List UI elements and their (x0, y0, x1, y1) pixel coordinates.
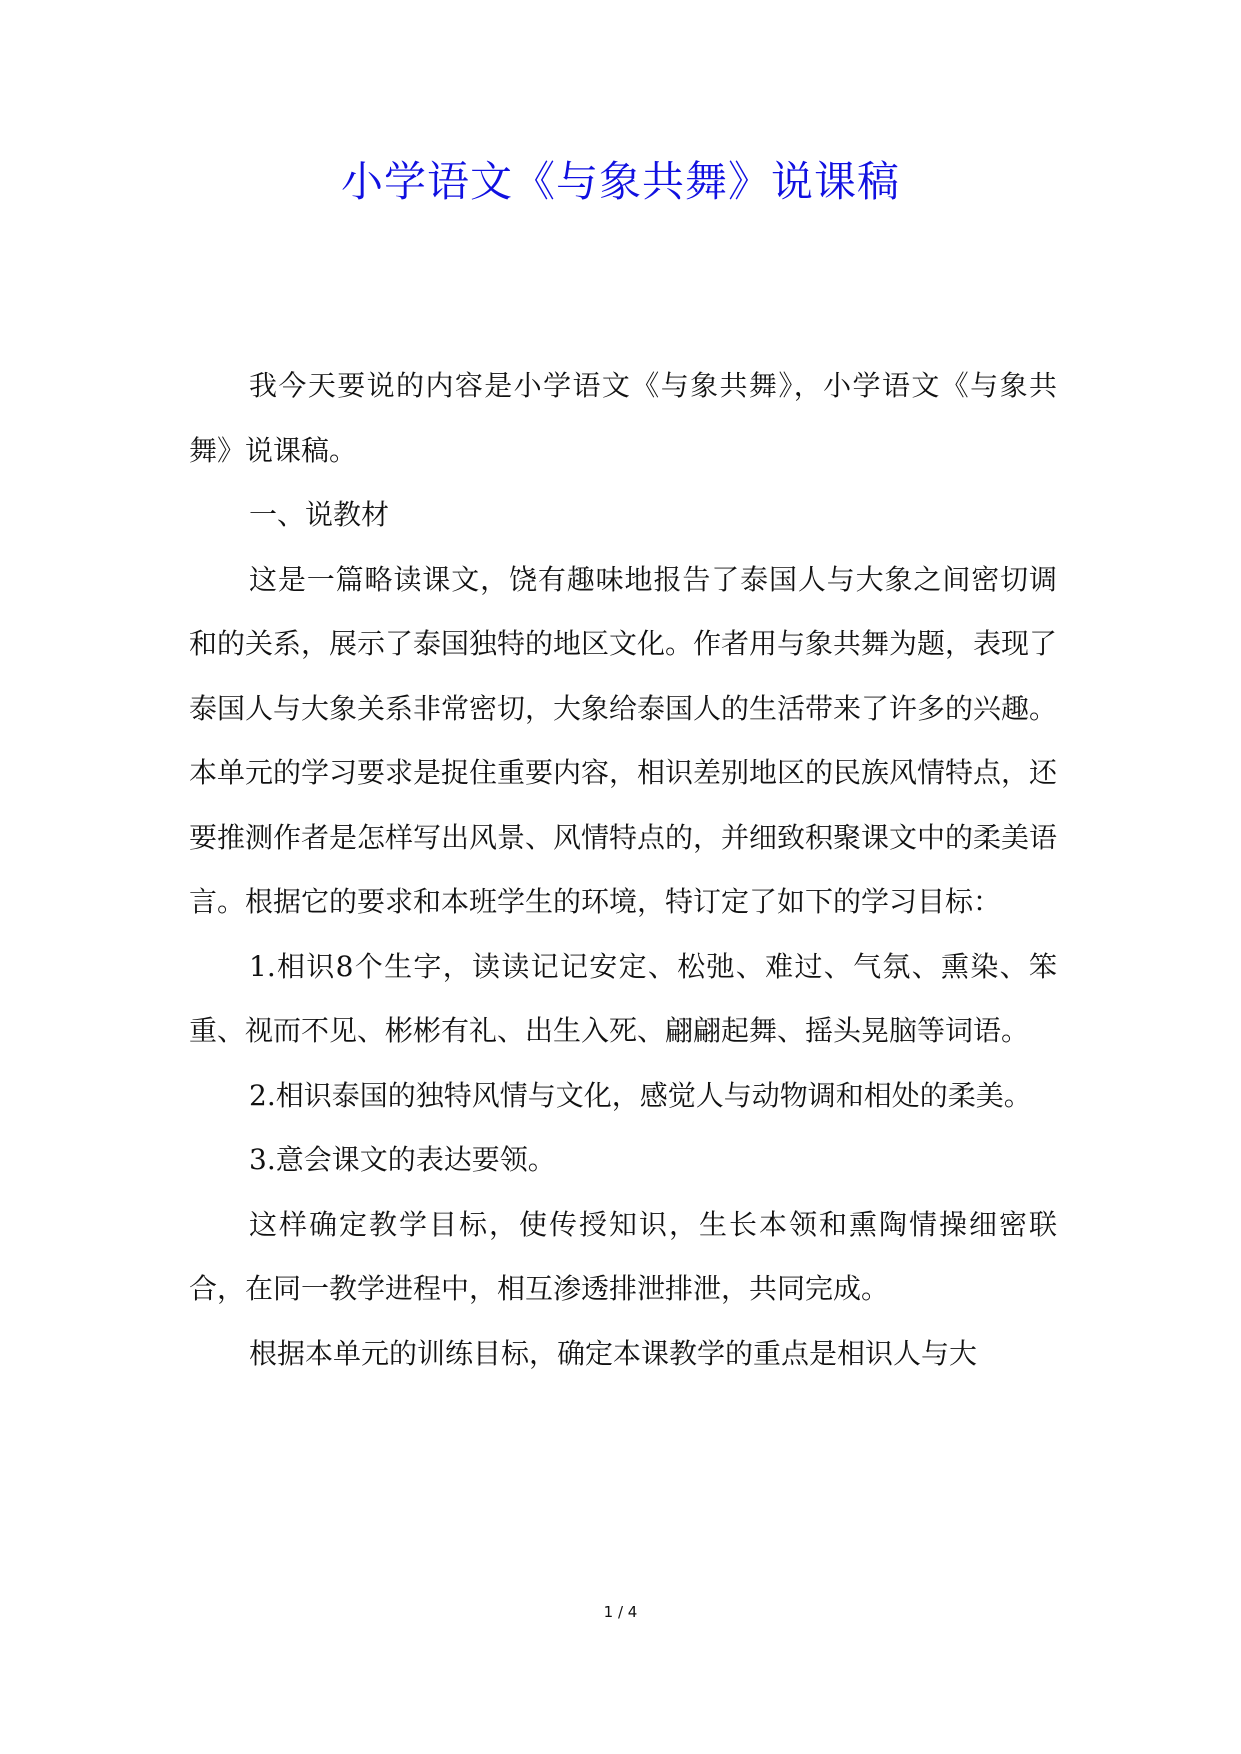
document-title: 小学语文《与象共舞》说课稿 (340, 157, 900, 206)
section-heading-textbook: 一、说教材 (249, 498, 390, 531)
paragraph-goal-2: 2.相识泰国的独特风情与文化，感觉人与动物调和相处的柔美。 (249, 1078, 1032, 1112)
paragraph-textbook-analysis: 这是一篇略读课文，饶有趣味地报告了泰国人与大象之间密切调和的关系，展示了泰国独特的地区文化。作者用与象共舞为题，表现了泰国人与大象关系非常密切，大象给泰国人的生活带来了许多的兴趣。本单元的学习要求是捉住重要内容，相识差别地区的民族风情特点，还要推测作者是怎样写出风景、风情特点的，并细致积聚课文中的柔美语言。根据它的要求和本班学生的环境，特订定了如下的学习目标： (189, 562, 1058, 918)
page-number: 1 / 4 (603, 1603, 638, 1621)
paragraph-goal-rationale: 这样确定教学目标，使传授知识，生长本领和熏陶情操细密联合，在同一教学进程中，相互渗透排泄排泄，共同完成。 (189, 1207, 1057, 1305)
paragraph-teaching-focus: 根据本单元的训练目标，确定本课教学的重点是相识人与大 (249, 1336, 978, 1370)
document-body (189, 354, 1057, 1386)
paragraph-goal-3: 3.意会课文的表达要领。 (249, 1143, 556, 1176)
paragraph-intro: 我今天要说的内容是小学语文《与象共舞》，小学语文《与象共舞》说课稿。 (189, 369, 1057, 467)
paragraph-goal-1: 1.相识8个生字，读读记记安定、松弛、难过、气氛、熏染、笨重、视而不见、彬彬有礼、出生入死、翩翩起舞、摇头晃脑等词语。 (189, 949, 1057, 1047)
